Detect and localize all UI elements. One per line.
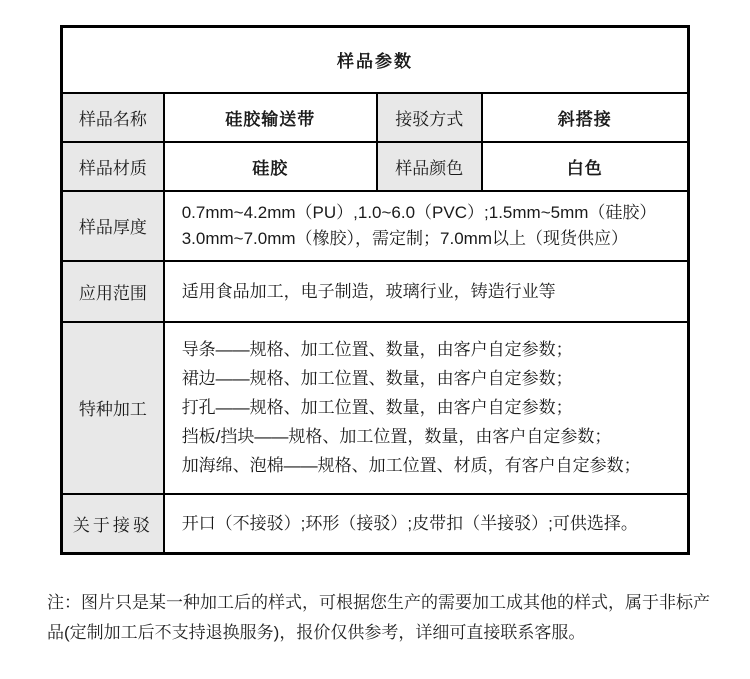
- label-joint-method: 接驳方式: [377, 93, 482, 142]
- value-sample-color: 白色: [482, 142, 689, 191]
- row-sample-material: [62, 142, 689, 191]
- value-sample-material: 硅胶: [164, 142, 377, 191]
- value-joint-method: 斜搭接: [482, 93, 689, 142]
- special-line-skirt: 裙边——规格、加工位置、数量，由客户自定参数；: [181, 369, 573, 388]
- value-special-processing: [164, 322, 689, 494]
- table-title: 样品参数: [62, 27, 689, 93]
- special-line-guide-strip: 导条——规格、加工位置、数量，由客户自定参数；: [181, 340, 573, 359]
- value-sample-name: 硅胶输送带: [164, 93, 377, 142]
- sample-parameters-table: [60, 25, 690, 555]
- label-sample-color: 样品颜色: [377, 142, 482, 191]
- special-line-baffle: 挡板/挡块——规格、加工位置，数量，由客户自定参数；: [181, 427, 612, 446]
- label-special-processing: 特种加工: [62, 322, 164, 494]
- footer-note: 注：图片只是某一种加工后的样式，可根据您生产的需要加工成其他的样式，属于非标产品(定制加工后不支持退换服务)，报价仅供参考，详细可直接联系客服。: [47, 593, 710, 642]
- row-special-processing: [62, 322, 689, 494]
- application-line-1: 适用食品加工，电子制造，玻璃行业，铸造行业等: [181, 281, 556, 301]
- thickness-line-2: 3.0mm~7.0mm（橡胶），需定制；7.0mm以上（现货供应）: [181, 228, 628, 248]
- spec-table-container: [60, 25, 690, 555]
- value-application-range: [164, 261, 689, 322]
- title-row: [62, 27, 689, 93]
- label-sample-material: 样品材质: [62, 142, 164, 191]
- joint-line-1: 开口（不接驳）;环形（接驳）;皮带扣（半接驳）;可供选择。: [181, 513, 638, 533]
- special-line-punching: 打孔——规格、加工位置、数量，由客户自定参数；: [181, 398, 573, 417]
- value-about-joint: [164, 494, 689, 554]
- special-line-sponge-foam: 加海绵、泡棉——规格、加工位置、材质，有客户自定参数；: [181, 456, 641, 475]
- thickness-line-1: 0.7mm~4.2mm（PU）,1.0~6.0（PVC）;1.5mm~5mm（硅胶）: [181, 202, 657, 222]
- value-sample-thickness: [164, 191, 689, 261]
- label-about-joint: 关于接驳: [62, 494, 164, 554]
- label-sample-name: 样品名称: [62, 93, 164, 142]
- label-application-range: 应用范围: [62, 261, 164, 322]
- row-application-range: [62, 261, 689, 322]
- row-about-joint: [62, 494, 689, 554]
- row-sample-thickness: [62, 191, 689, 261]
- row-sample-name: [62, 93, 689, 142]
- label-sample-thickness: 样品厚度: [62, 191, 164, 261]
